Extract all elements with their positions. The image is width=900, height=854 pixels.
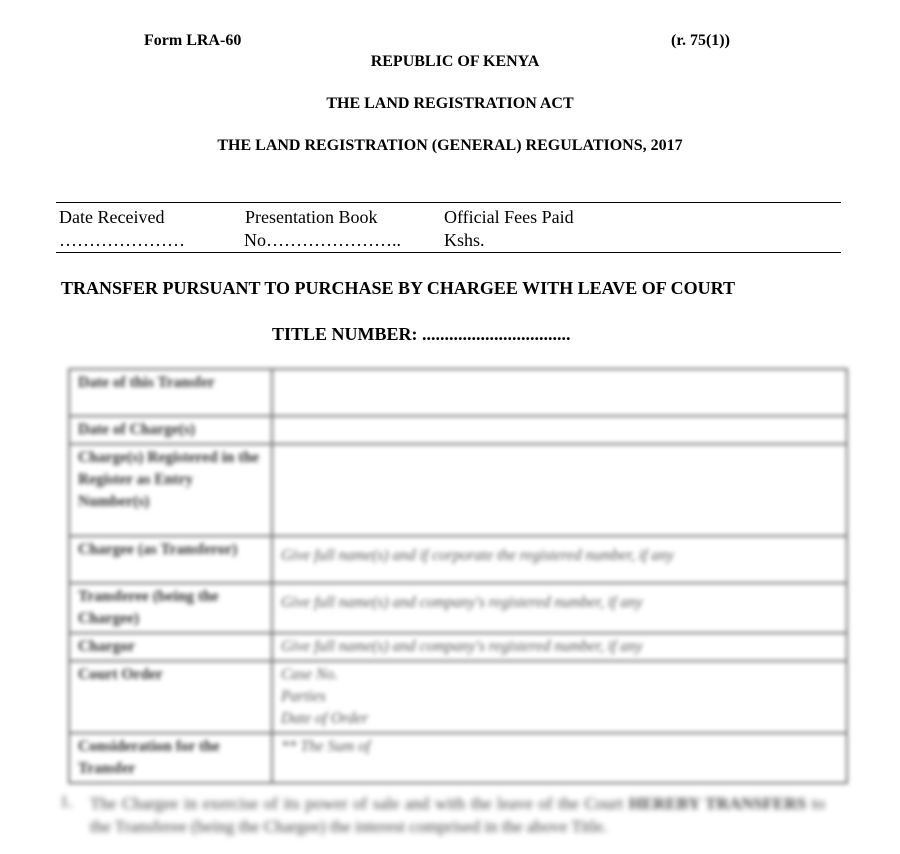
clause-text [90, 792, 825, 838]
document-title: TRANSFER PURSUANT TO PURCHASE BY CHARGEE WITH LEAVE OF COURT [61, 278, 735, 298]
row-value: Give full name(s) and company's registered number, if any [272, 633, 847, 661]
title-number-label: TITLE NUMBER [272, 324, 412, 344]
title-number-line [272, 324, 571, 345]
transfer-details-table [68, 368, 848, 784]
row-value: ** The Sum of [272, 733, 847, 783]
receipt-bottom-rule [56, 252, 841, 253]
presentation-book-label: Presentation Book [245, 207, 378, 227]
clause-text-a: The Chargee in exercise of its power of sale and with the leave of the Court [90, 794, 624, 813]
act-heading: THE LAND REGISTRATION ACT [326, 95, 574, 112]
table-row [69, 733, 847, 783]
row-label: Date of Charge(s) [69, 416, 272, 444]
row-value: Give full name(s) and company's registered number, if any [272, 583, 847, 633]
clause-number: 1. [60, 792, 73, 811]
receipt-top-rule [56, 202, 841, 203]
form-number: Form LRA-60 [144, 32, 242, 49]
table-row [69, 583, 847, 633]
row-label: Consideration for the Transfer [69, 733, 272, 783]
presentation-no-label: No………………….. [244, 230, 401, 250]
row-label: Charge(s) Registered in the Register as Entry Number(s) [69, 444, 272, 536]
republic-heading: REPUBLIC OF KENYA [370, 53, 540, 70]
table-row [69, 444, 847, 536]
rule-reference: (r. 75(1)) [671, 32, 730, 49]
row-label: Transferee (being the Chargee) [69, 583, 272, 633]
table-row [69, 661, 847, 733]
date-received-label: Date Received [59, 207, 165, 227]
row-value [272, 444, 847, 536]
regulations-heading: THE LAND REGISTRATION (GENERAL) REGULATIONS, 2017 [217, 137, 683, 154]
row-value [272, 369, 847, 416]
row-value: Case No. Parties Date of Order [272, 661, 847, 733]
fees-currency-label: Kshs. [444, 230, 485, 250]
table-row [69, 633, 847, 661]
fees-paid-label: Official Fees Paid [444, 207, 574, 227]
row-label: Court Order [69, 661, 272, 733]
row-value [272, 416, 847, 444]
date-received-dots: ………………… [59, 230, 185, 250]
title-number-value: : ................................. [411, 324, 571, 344]
clause-text-bold: HEREBY TRANSFERS [628, 794, 807, 813]
row-label: Chargor [69, 633, 272, 661]
table-row [69, 536, 847, 583]
table-row [69, 416, 847, 444]
table-row [69, 369, 847, 416]
row-label: Chargee (as Transferor) [69, 536, 272, 583]
row-value: Give full name(s) and if corporate the registered number, if any [272, 536, 847, 583]
row-label: Date of this Transfer [69, 369, 272, 416]
clause-text-b: to the Transferee (being the Chargee) the interest comprised in the above Title. [90, 794, 825, 836]
